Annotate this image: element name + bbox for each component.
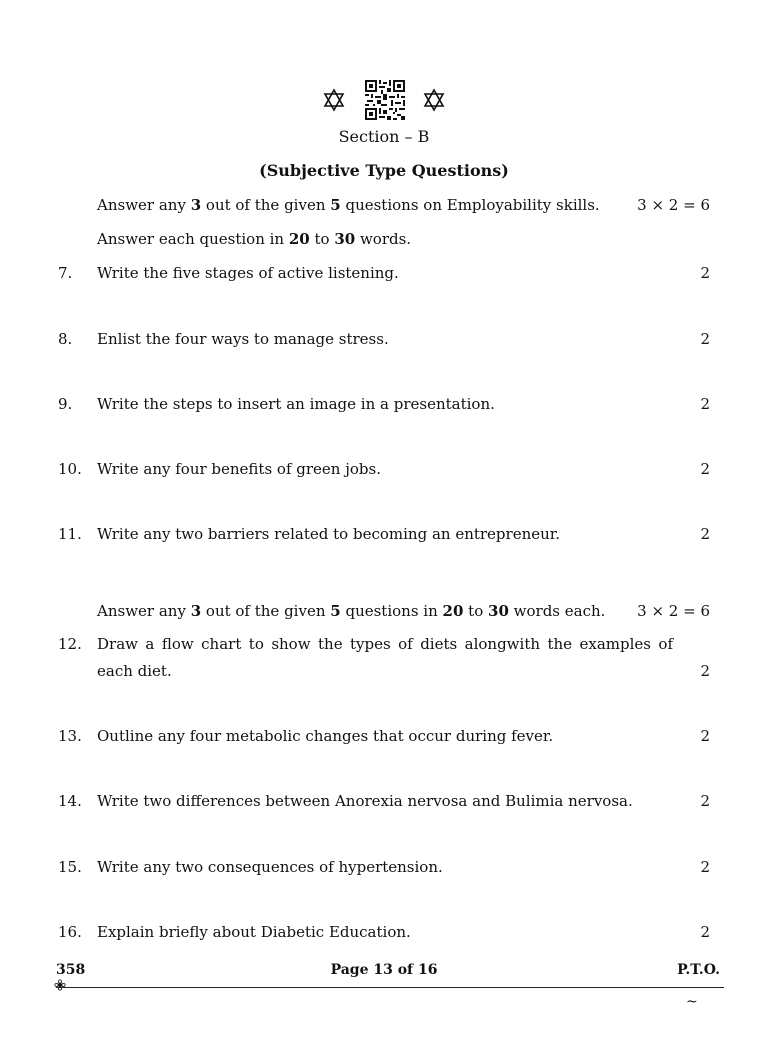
qr-code bbox=[365, 80, 405, 120]
tilde-mark: ~ bbox=[686, 994, 698, 1010]
question-number: 8. bbox=[58, 330, 73, 348]
question-text: Enlist the four ways to manage stress. bbox=[97, 330, 389, 348]
section-title: Section – B bbox=[338, 127, 430, 146]
question-text: Write any two barriers related to becoming an entrepreneur. bbox=[97, 525, 561, 543]
paper-code: 358 bbox=[56, 962, 86, 978]
page-number: Page 13 of 16 bbox=[330, 962, 438, 978]
question-text: Write the steps to insert an image in a presentation. bbox=[97, 395, 495, 413]
question-number: 12. bbox=[58, 635, 82, 653]
section-subtitle: (Subjective Type Questions) bbox=[259, 161, 509, 180]
part2-instruction: Answer any 3 out of the given 5 questions in 20 to 30 words each. bbox=[97, 602, 606, 620]
question-number: 11. bbox=[58, 525, 82, 543]
question-marks: 2 bbox=[700, 330, 710, 348]
footer-divider bbox=[56, 987, 724, 988]
part1-instruction: Answer any 3 out of the given 5 questions on Employability skills. bbox=[97, 196, 600, 214]
question-text: Explain briefly about Diabetic Education. bbox=[97, 923, 411, 941]
question-number: 16. bbox=[58, 923, 82, 941]
question-text: Write any two consequences of hypertension. bbox=[97, 858, 443, 876]
part1-word-limit: Answer each question in 20 to 30 words. bbox=[97, 230, 412, 248]
question-number: 10. bbox=[58, 460, 82, 478]
question-text: Outline any four metabolic changes that occur during fever. bbox=[97, 727, 554, 745]
question-text: Write any four benefits of green jobs. bbox=[97, 460, 381, 478]
question-marks: 2 bbox=[700, 858, 710, 876]
question-marks: 2 bbox=[700, 460, 710, 478]
question-number: 7. bbox=[58, 264, 73, 282]
question-number: 15. bbox=[58, 858, 82, 876]
pto-label: P.T.O. bbox=[677, 962, 720, 978]
question-marks: 2 bbox=[700, 792, 710, 810]
star-of-david-icon bbox=[322, 88, 346, 112]
question-text: Write two differences between Anorexia nervosa and Bulimia nervosa. bbox=[97, 792, 633, 810]
question-marks: 2 bbox=[700, 923, 710, 941]
question-marks: 2 bbox=[700, 662, 710, 680]
question-marks: 2 bbox=[700, 525, 710, 543]
question-marks: 2 bbox=[700, 727, 710, 745]
question-marks: 2 bbox=[700, 395, 710, 413]
question-text: Write the five stages of active listening. bbox=[97, 264, 399, 282]
question-number: 13. bbox=[58, 727, 82, 745]
question-text: Draw a flow chart to show the types of diets alongwith the examples of bbox=[97, 635, 673, 653]
question-number: 9. bbox=[58, 395, 73, 413]
question-number: 14. bbox=[58, 792, 82, 810]
flower-icon bbox=[54, 979, 66, 991]
question-text-continued: each diet. bbox=[97, 662, 172, 680]
part1-marks: 3 × 2 = 6 bbox=[637, 196, 710, 214]
question-marks: 2 bbox=[700, 264, 710, 282]
part2-marks: 3 × 2 = 6 bbox=[637, 602, 710, 620]
star-of-david-icon bbox=[422, 88, 446, 112]
